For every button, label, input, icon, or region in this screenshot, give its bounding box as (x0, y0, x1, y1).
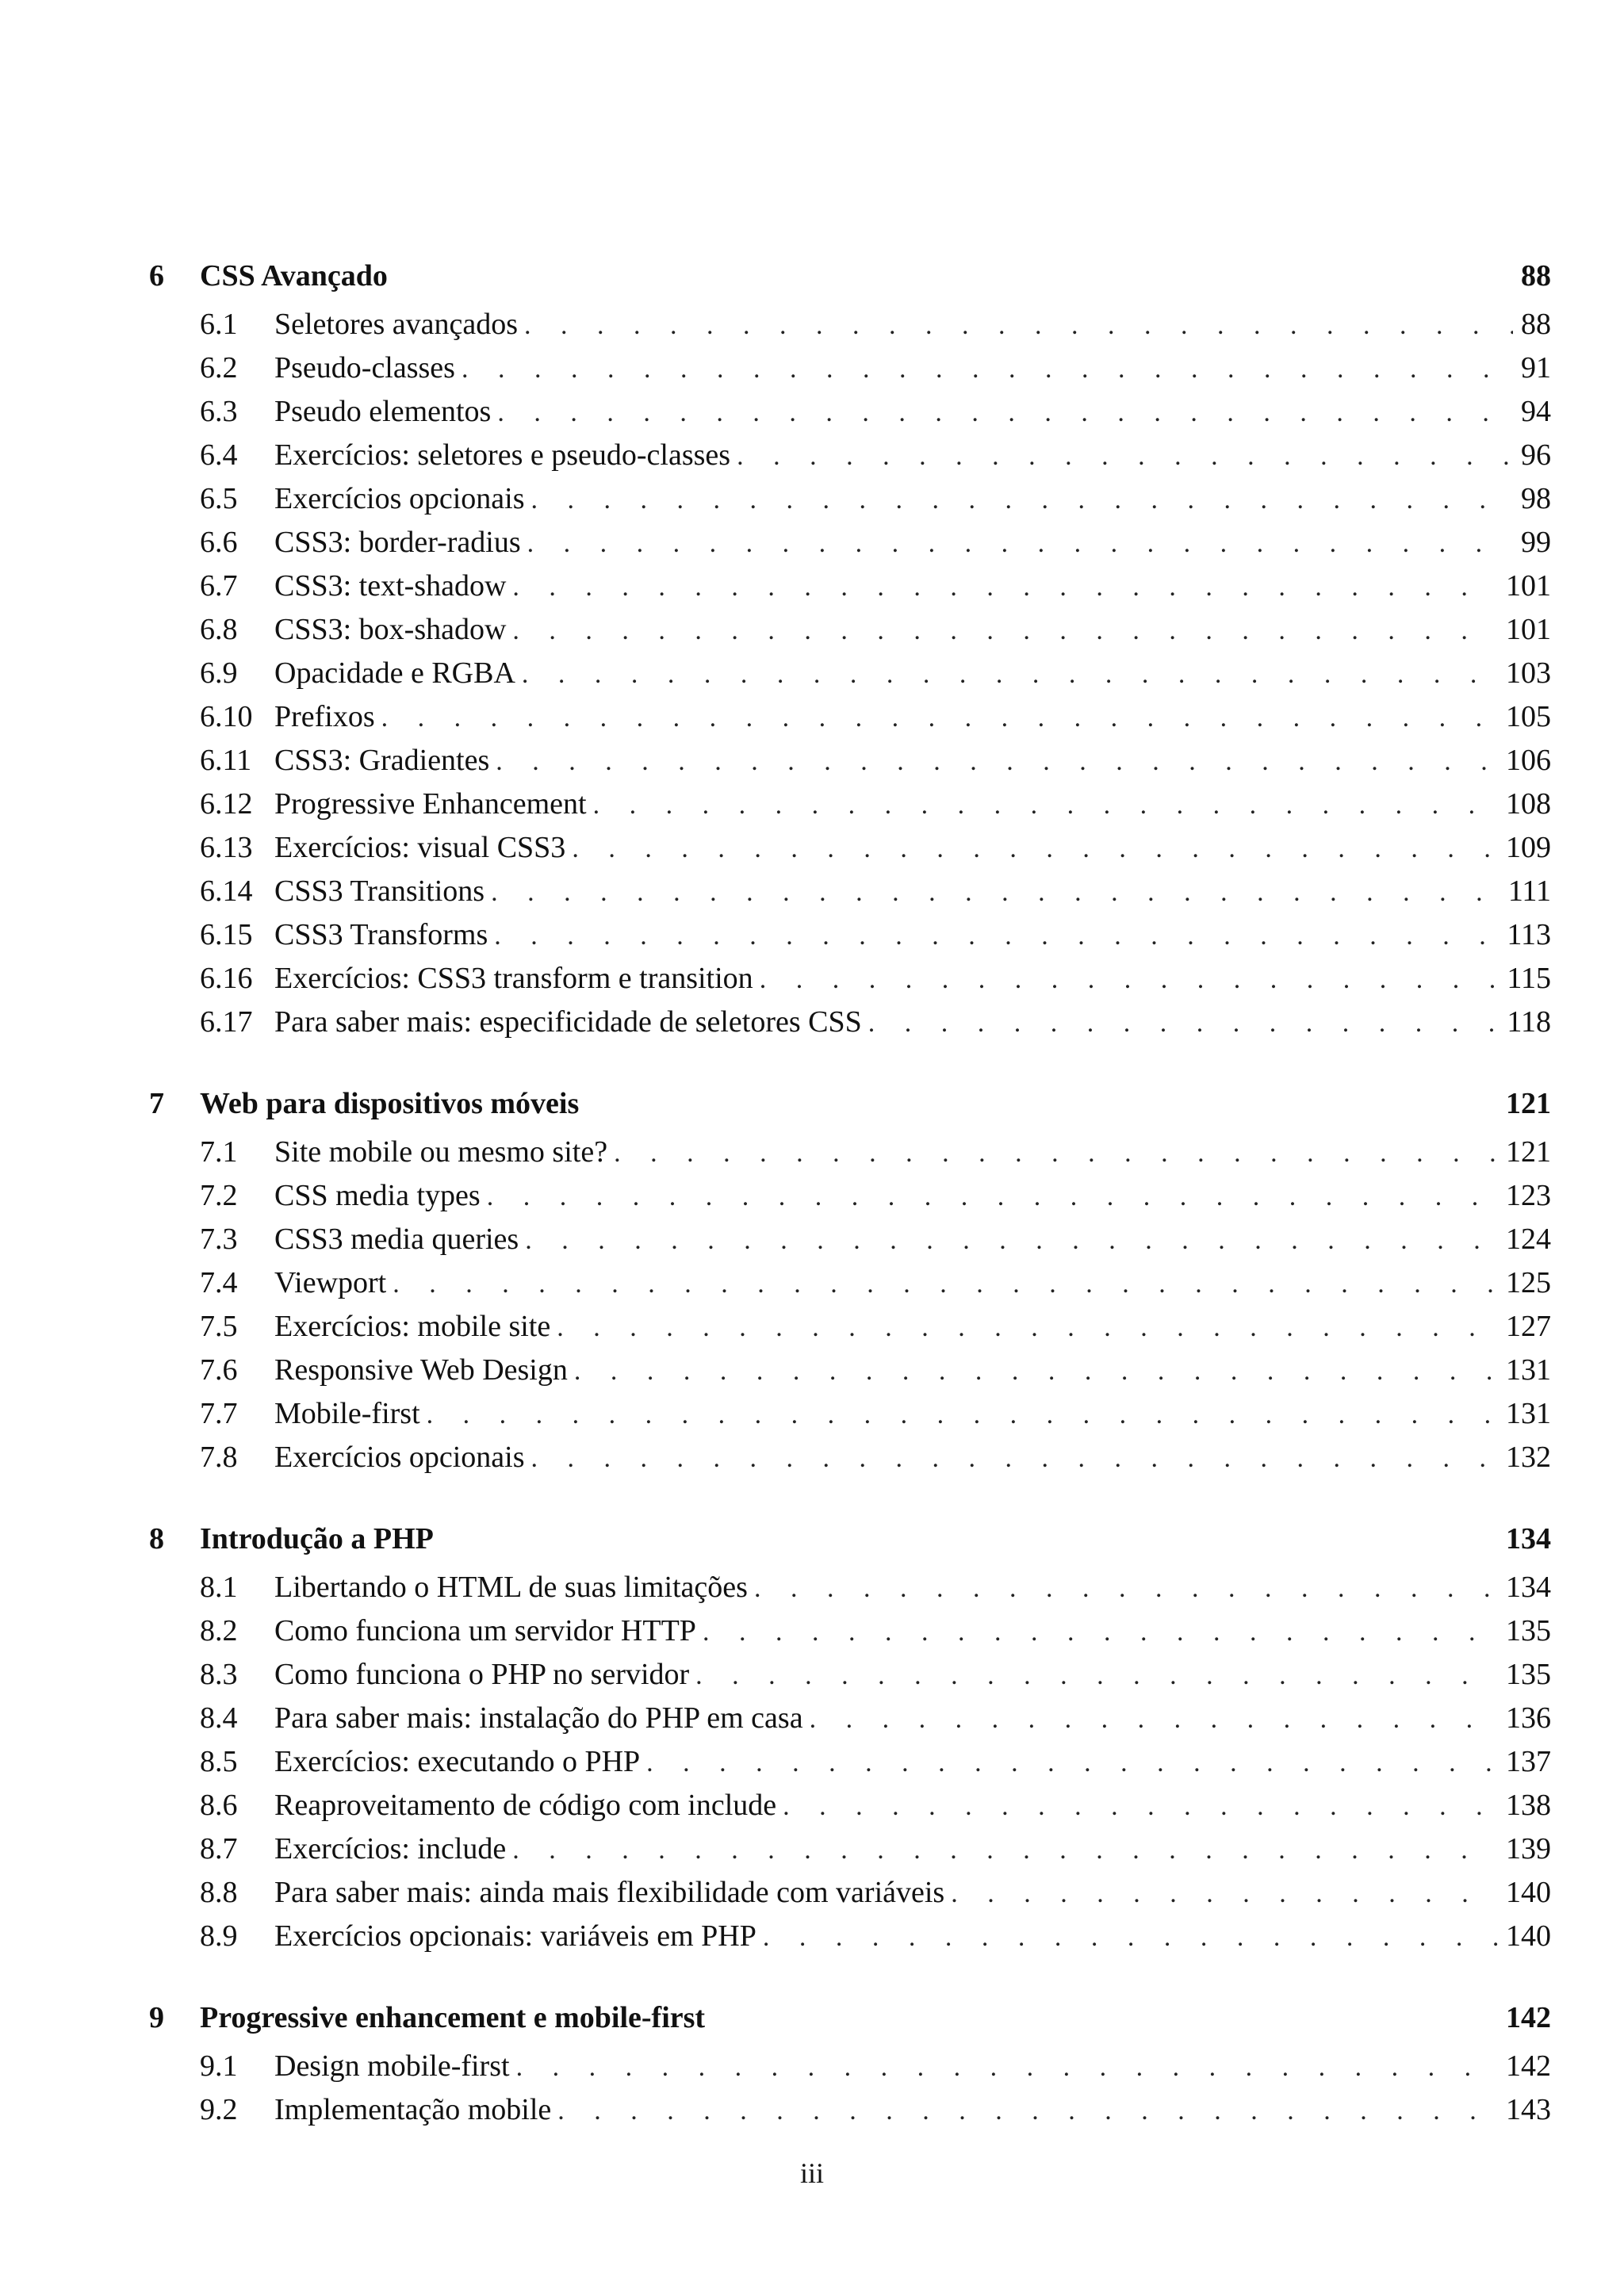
section-title: CSS3 media queries (274, 1223, 519, 1256)
section-number: 8.7 (200, 1832, 238, 1866)
section-number: 8.4 (200, 1701, 238, 1735)
section-number: 6.13 (200, 831, 253, 864)
section-page-number: 123 (1498, 1174, 1551, 1218)
section-page-number: 140 (1498, 1871, 1551, 1915)
section-title: Libertando o HTML de suas limitações (274, 1571, 748, 1604)
section-number: 8.5 (200, 1745, 238, 1778)
section-title: CSS3 Transitions (274, 874, 485, 908)
toc-entry[interactable] (149, 957, 1551, 1001)
section-page-number: 138 (1498, 1784, 1551, 1827)
section-title: Como funciona o PHP no servidor (274, 1658, 690, 1691)
section-number: 8.6 (200, 1789, 238, 1822)
section-page-number: 132 (1498, 1436, 1551, 1479)
section-number: 8.8 (200, 1876, 238, 1909)
section-page-number: 111 (1500, 870, 1551, 913)
toc-entry[interactable] (149, 783, 1551, 826)
dot-leader (557, 1306, 1498, 1349)
dot-leader (525, 1219, 1498, 1261)
toc-chapter (149, 1512, 1551, 1958)
toc-entry[interactable] (149, 346, 1551, 390)
dot-leader (497, 391, 1513, 434)
toc-entry[interactable] (149, 1001, 1551, 1044)
dot-leader (522, 652, 1498, 695)
section-number: 6.11 (200, 744, 252, 777)
section-number: 6.9 (200, 656, 238, 690)
section-title: Design mobile-first (274, 2049, 510, 2083)
section-number: 6.16 (200, 962, 253, 995)
section-number: 6.2 (200, 351, 238, 385)
dot-leader (512, 609, 1498, 652)
section-number: 6.4 (200, 438, 238, 472)
section-page-number: 101 (1498, 608, 1551, 652)
section-page-number: 134 (1498, 1566, 1551, 1609)
toc-entry[interactable] (149, 608, 1551, 652)
chapter-heading[interactable] (149, 1077, 1551, 1131)
chapter-page-number: 134 (1506, 1522, 1551, 1556)
section-title: CSS3: border-radius (274, 526, 521, 559)
toc-entry[interactable] (149, 1218, 1551, 1261)
toc-entry[interactable] (149, 564, 1551, 608)
toc-entry[interactable] (149, 826, 1551, 870)
section-page-number: 88 (1513, 303, 1551, 346)
section-page-number: 113 (1499, 913, 1551, 957)
section-title: Pseudo-classes (274, 351, 455, 385)
dot-leader (754, 1567, 1498, 1609)
chapter-title: Web para dispositivos móveis (200, 1087, 580, 1120)
toc-entry[interactable] (149, 1827, 1551, 1871)
toc-entry[interactable] (149, 1261, 1551, 1305)
section-page-number: 105 (1498, 695, 1551, 739)
section-number: 7.2 (200, 1179, 238, 1212)
section-title: Mobile-first (274, 1397, 420, 1430)
section-page-number: 135 (1498, 1653, 1551, 1697)
toc-entry[interactable] (149, 477, 1551, 521)
section-number: 8.9 (200, 1919, 238, 1953)
dot-leader (516, 2045, 1498, 2088)
toc-entry[interactable] (149, 1392, 1551, 1436)
section-number: 7.7 (200, 1397, 238, 1430)
section-number: 8.1 (200, 1571, 238, 1604)
toc-entry[interactable] (149, 434, 1551, 477)
toc-entry[interactable] (149, 739, 1551, 783)
dot-leader (614, 1131, 1498, 1174)
section-title: Exercícios: seletores e pseudo-classes (274, 438, 731, 472)
section-title: Implementação mobile (274, 2093, 552, 2126)
section-number: 9.2 (200, 2093, 238, 2126)
section-title: Reaproveitamento de código com include (274, 1789, 777, 1822)
section-number: 9.1 (200, 2049, 238, 2083)
section-page-number: 115 (1499, 957, 1551, 1001)
section-page-number: 131 (1498, 1349, 1551, 1392)
dot-leader (487, 1175, 1498, 1218)
section-number: 6.6 (200, 526, 238, 559)
dot-leader (572, 827, 1498, 870)
section-number: 6.3 (200, 395, 238, 428)
dot-leader (737, 434, 1513, 477)
dot-leader (810, 1697, 1498, 1740)
toc-entry[interactable] (149, 1349, 1551, 1392)
section-number: 7.3 (200, 1223, 238, 1256)
section-title: Prefixos (274, 700, 375, 733)
section-page-number: 94 (1513, 390, 1551, 434)
toc-entry[interactable] (149, 390, 1551, 434)
section-title: Exercícios: CSS3 transform e transition (274, 962, 753, 995)
section-page-number: 143 (1498, 2088, 1551, 2132)
dot-leader (763, 1915, 1498, 1958)
toc-entry[interactable] (149, 2045, 1551, 2088)
section-page-number: 98 (1513, 477, 1551, 521)
dot-leader (381, 696, 1498, 739)
section-page-number: 118 (1499, 1001, 1551, 1044)
section-page-number: 139 (1498, 1827, 1551, 1871)
section-title: Exercícios opcionais: variáveis em PHP (274, 1919, 756, 1953)
toc-entry[interactable] (149, 1174, 1551, 1218)
section-title: CSS3 Transforms (274, 918, 488, 951)
section-title: CSS3: box-shadow (274, 613, 507, 646)
section-number: 6.17 (200, 1005, 253, 1039)
dot-leader (531, 1437, 1498, 1479)
chapter-number: 8 (149, 1522, 164, 1556)
section-title: Exercícios: visual CSS3 (274, 831, 566, 864)
toc-entry[interactable] (149, 1697, 1551, 1740)
dot-leader (703, 1610, 1498, 1653)
section-number: 7.8 (200, 1441, 238, 1474)
dot-leader (783, 1785, 1498, 1827)
section-title: Opacidade e RGBA (274, 656, 515, 690)
section-number: 6.8 (200, 613, 238, 646)
chapter-page-number: 121 (1506, 1087, 1551, 1120)
toc-entry[interactable] (149, 1740, 1551, 1784)
section-number: 6.12 (200, 787, 253, 821)
dot-leader (393, 1262, 1498, 1305)
toc-chapter (149, 249, 1551, 1044)
chapter-title: Introdução a PHP (200, 1522, 434, 1556)
section-title: Viewport (274, 1266, 387, 1299)
section-title: Exercícios opcionais (274, 1441, 525, 1474)
dot-leader (491, 871, 1500, 913)
toc-entry[interactable] (149, 913, 1551, 957)
toc-entry[interactable] (149, 1566, 1551, 1609)
section-page-number: 142 (1498, 2045, 1551, 2088)
section-page-number: 99 (1513, 521, 1551, 564)
toc-entry[interactable] (149, 2088, 1551, 2132)
section-title: Para saber mais: especificidade de seletores CSS (274, 1005, 862, 1039)
section-title: CSS3: Gradientes (274, 744, 490, 777)
dot-leader (557, 2089, 1498, 2132)
section-page-number: 91 (1513, 346, 1551, 390)
dot-leader (760, 958, 1500, 1001)
section-title: Site mobile ou mesmo site? (274, 1135, 608, 1169)
section-page-number: 137 (1498, 1740, 1551, 1784)
toc-chapter (149, 1077, 1551, 1479)
dot-leader (496, 740, 1498, 783)
dot-leader (527, 522, 1513, 564)
section-page-number: 103 (1498, 652, 1551, 695)
section-title: Pseudo elementos (274, 395, 492, 428)
toc-entry[interactable] (149, 1784, 1551, 1827)
toc-entry[interactable] (149, 1653, 1551, 1697)
section-number: 6.10 (200, 700, 253, 733)
section-page-number: 108 (1498, 783, 1551, 826)
chapter-page-number: 88 (1521, 259, 1551, 293)
toc-entry[interactable] (149, 1131, 1551, 1174)
dot-leader (868, 1001, 1500, 1044)
toc-entry[interactable] (149, 870, 1551, 913)
section-page-number: 124 (1498, 1218, 1551, 1261)
toc-entry[interactable] (149, 1436, 1551, 1479)
section-number: 8.3 (200, 1658, 238, 1691)
section-page-number: 121 (1498, 1131, 1551, 1174)
section-page-number: 106 (1498, 739, 1551, 783)
chapter-heading[interactable] (149, 1512, 1551, 1566)
section-title: Para saber mais: instalação do PHP em casa (274, 1701, 803, 1735)
chapter-number: 9 (149, 2001, 164, 2034)
toc-entry[interactable] (149, 303, 1551, 346)
section-number: 6.5 (200, 482, 238, 515)
section-page-number: 135 (1498, 1609, 1551, 1653)
section-number: 6.1 (200, 308, 238, 341)
dot-leader (646, 1741, 1498, 1784)
toc-entry[interactable] (149, 1609, 1551, 1653)
chapter-heading[interactable] (149, 1991, 1551, 2045)
chapter-title: Progressive enhancement e mobile-first (200, 2001, 706, 2034)
section-title: Exercícios: executando o PHP (274, 1745, 641, 1778)
section-title: Responsive Web Design (274, 1353, 568, 1387)
section-title: Para saber mais: ainda mais flexibilidade com variáveis (274, 1876, 945, 1909)
section-page-number: 125 (1498, 1261, 1551, 1305)
chapter-number: 7 (149, 1087, 164, 1120)
dot-leader (427, 1393, 1498, 1436)
section-number: 6.15 (200, 918, 253, 951)
section-number: 7.5 (200, 1310, 238, 1343)
section-title: CSS3: text-shadow (274, 569, 507, 603)
table-of-contents (149, 249, 1551, 2164)
section-number: 8.2 (200, 1614, 238, 1647)
toc-entry[interactable] (149, 1871, 1551, 1915)
section-title: CSS media types (274, 1179, 481, 1212)
dot-leader (574, 1349, 1498, 1392)
dot-leader (462, 347, 1513, 390)
chapter-page-number: 142 (1506, 2001, 1551, 2034)
section-title: Progressive Enhancement (274, 787, 587, 821)
section-page-number: 101 (1498, 564, 1551, 608)
dot-leader (951, 1872, 1498, 1915)
section-page-number: 127 (1498, 1305, 1551, 1349)
toc-entry[interactable] (149, 1305, 1551, 1349)
section-number: 7.4 (200, 1266, 238, 1299)
toc-chapter (149, 1991, 1551, 2132)
dot-leader (695, 1654, 1498, 1697)
chapter-title: CSS Avançado (200, 259, 388, 293)
dot-leader (531, 478, 1513, 521)
toc-entry[interactable] (149, 521, 1551, 564)
chapter-number: 6 (149, 259, 164, 293)
section-page-number: 131 (1498, 1392, 1551, 1436)
section-page-number: 109 (1498, 826, 1551, 870)
toc-entry[interactable] (149, 652, 1551, 695)
section-number: 6.7 (200, 569, 238, 603)
dot-leader (494, 914, 1499, 957)
section-number: 7.6 (200, 1353, 238, 1387)
dot-leader (593, 783, 1498, 826)
section-title: Seletores avançados (274, 308, 519, 341)
dot-leader (524, 304, 1513, 346)
section-number: 7.1 (200, 1135, 238, 1169)
section-title: Como funciona um servidor HTTP (274, 1614, 696, 1647)
section-page-number: 140 (1498, 1915, 1551, 1958)
page-number: iii (799, 2157, 824, 2189)
section-title: Exercícios: include (274, 1832, 507, 1866)
dot-leader (512, 565, 1498, 608)
dot-leader (512, 1828, 1498, 1871)
section-title: Exercícios: mobile site (274, 1310, 551, 1343)
section-page-number: 96 (1513, 434, 1551, 477)
chapter-heading[interactable] (149, 249, 1551, 303)
section-page-number: 136 (1498, 1697, 1551, 1740)
section-number: 6.14 (200, 874, 253, 908)
section-title: Exercícios opcionais (274, 482, 525, 515)
toc-entry[interactable] (149, 695, 1551, 739)
toc-entry[interactable] (149, 1915, 1551, 1958)
